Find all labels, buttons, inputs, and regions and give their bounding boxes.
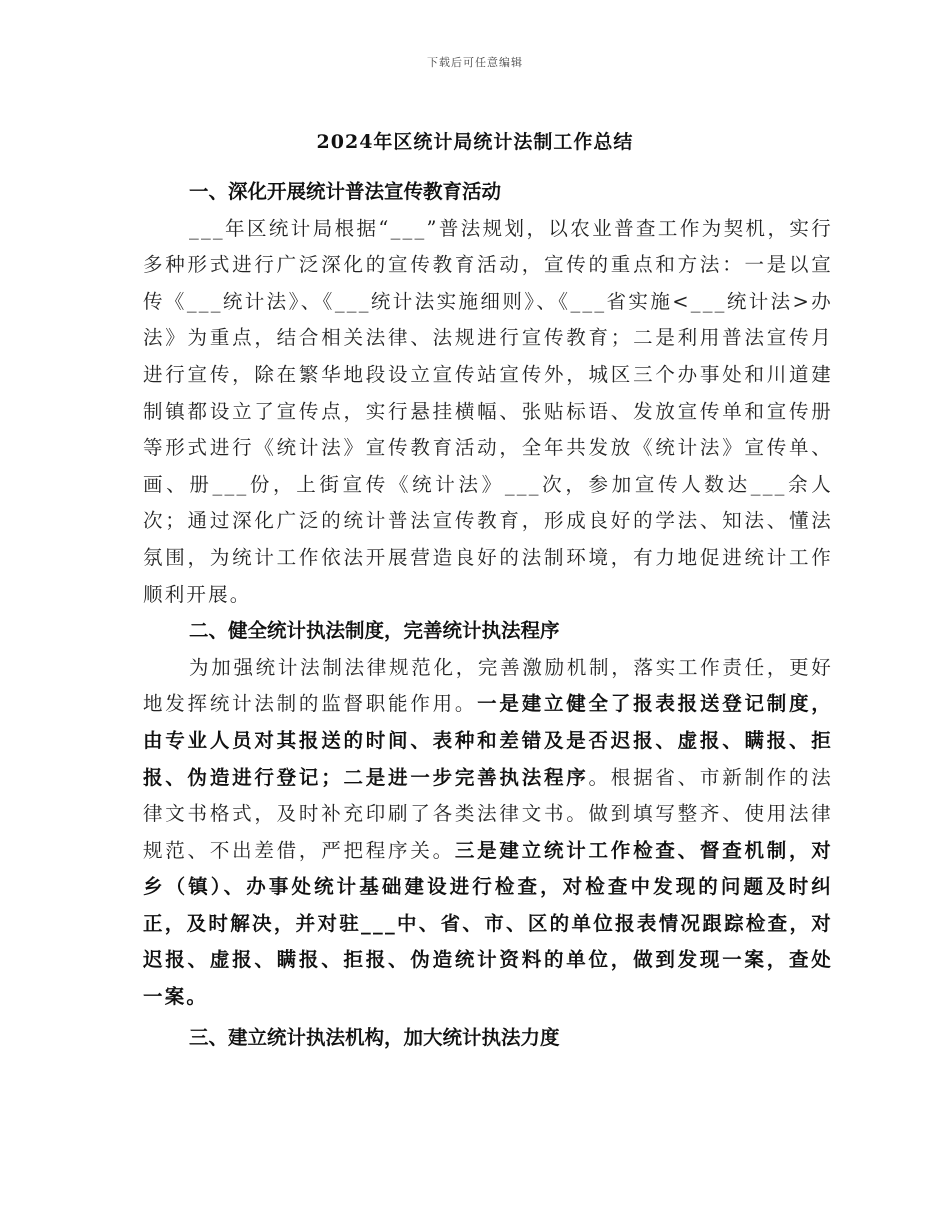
page-header: 下载后可任意编辑 xyxy=(427,56,523,69)
section-paragraph-2 xyxy=(143,650,833,1016)
document-title: 2024年区统计局统计法制工作总结 xyxy=(316,131,634,153)
paragraph-text: 为加强统计法制法律规范化，完善激励机制，落实工作责任，更好地发挥统计法制的监督职能作用。 xyxy=(143,655,833,716)
paragraph-bold-text: 三是建立统计工作检查、督查机制，对乡（镇）、办事处统计基础建设进行检查，对检查中发现的问题及时纠正，及时解决，并对驻___中、省、市、区的单位报表情况跟踪检查，对迟报、虚报、瞒报、拒报、伪造统计资料的单位，做到发现一案，查处一案。 xyxy=(143,838,833,1009)
section-heading-3: 三、建立统计执法机构，加大统计执法力度 xyxy=(189,1025,560,1049)
section-paragraph-1: ___年区统计局根据“___”普法规划，以农业普查工作为契机，实行多种形式进行广泛深化的宣传教育活动，宣传的重点和方法：一是以宣传《___统计法》、《___统计法实施细则》、《___省实施<___统计法>办法》为重点，结合相关法律、法规进行宣传教育；二是利用普法宣传月进行宣传，除在繁华地段设立宣传站宣传外，城区三个办事处和川道建制镇都设立了宣传点，实行悬挂横幅、张贴标语、发放宣传单和宣传册等形式进行《统计法》宣传教育活动，全年共发放《统计法》宣传单、画、册___份，上街宣传《统计法》___次，参加宣传人数达___余人次；通过深化广泛的统计普法宣传教育，形成良好的学法、知法、懂法氛围，为统计工作依法开展营造良好的法制环境，有力地促进统计工作顺利开展。 xyxy=(143,216,833,606)
paragraph-bold-text: 一是建立健全了报表报送登记制度，由专业人员对其报送的时间、表种和差错及是否迟报、虚报、瞒报、拒报、伪造进行登记；二是进一步完善执法程序 xyxy=(143,692,833,789)
section-heading-2: 二、健全统计执法制度，完善统计执法程序 xyxy=(189,619,560,643)
paragraph-text: 。根据省、市新制作的法律文书格式，及时补充印刷了各类法律文书。做到填写整齐、使用法律规范、不出差借，严把程序关。 xyxy=(143,765,833,862)
document-body xyxy=(143,174,833,1056)
section-heading-1: 一、深化开展统计普法宣传教育活动 xyxy=(189,180,502,203)
